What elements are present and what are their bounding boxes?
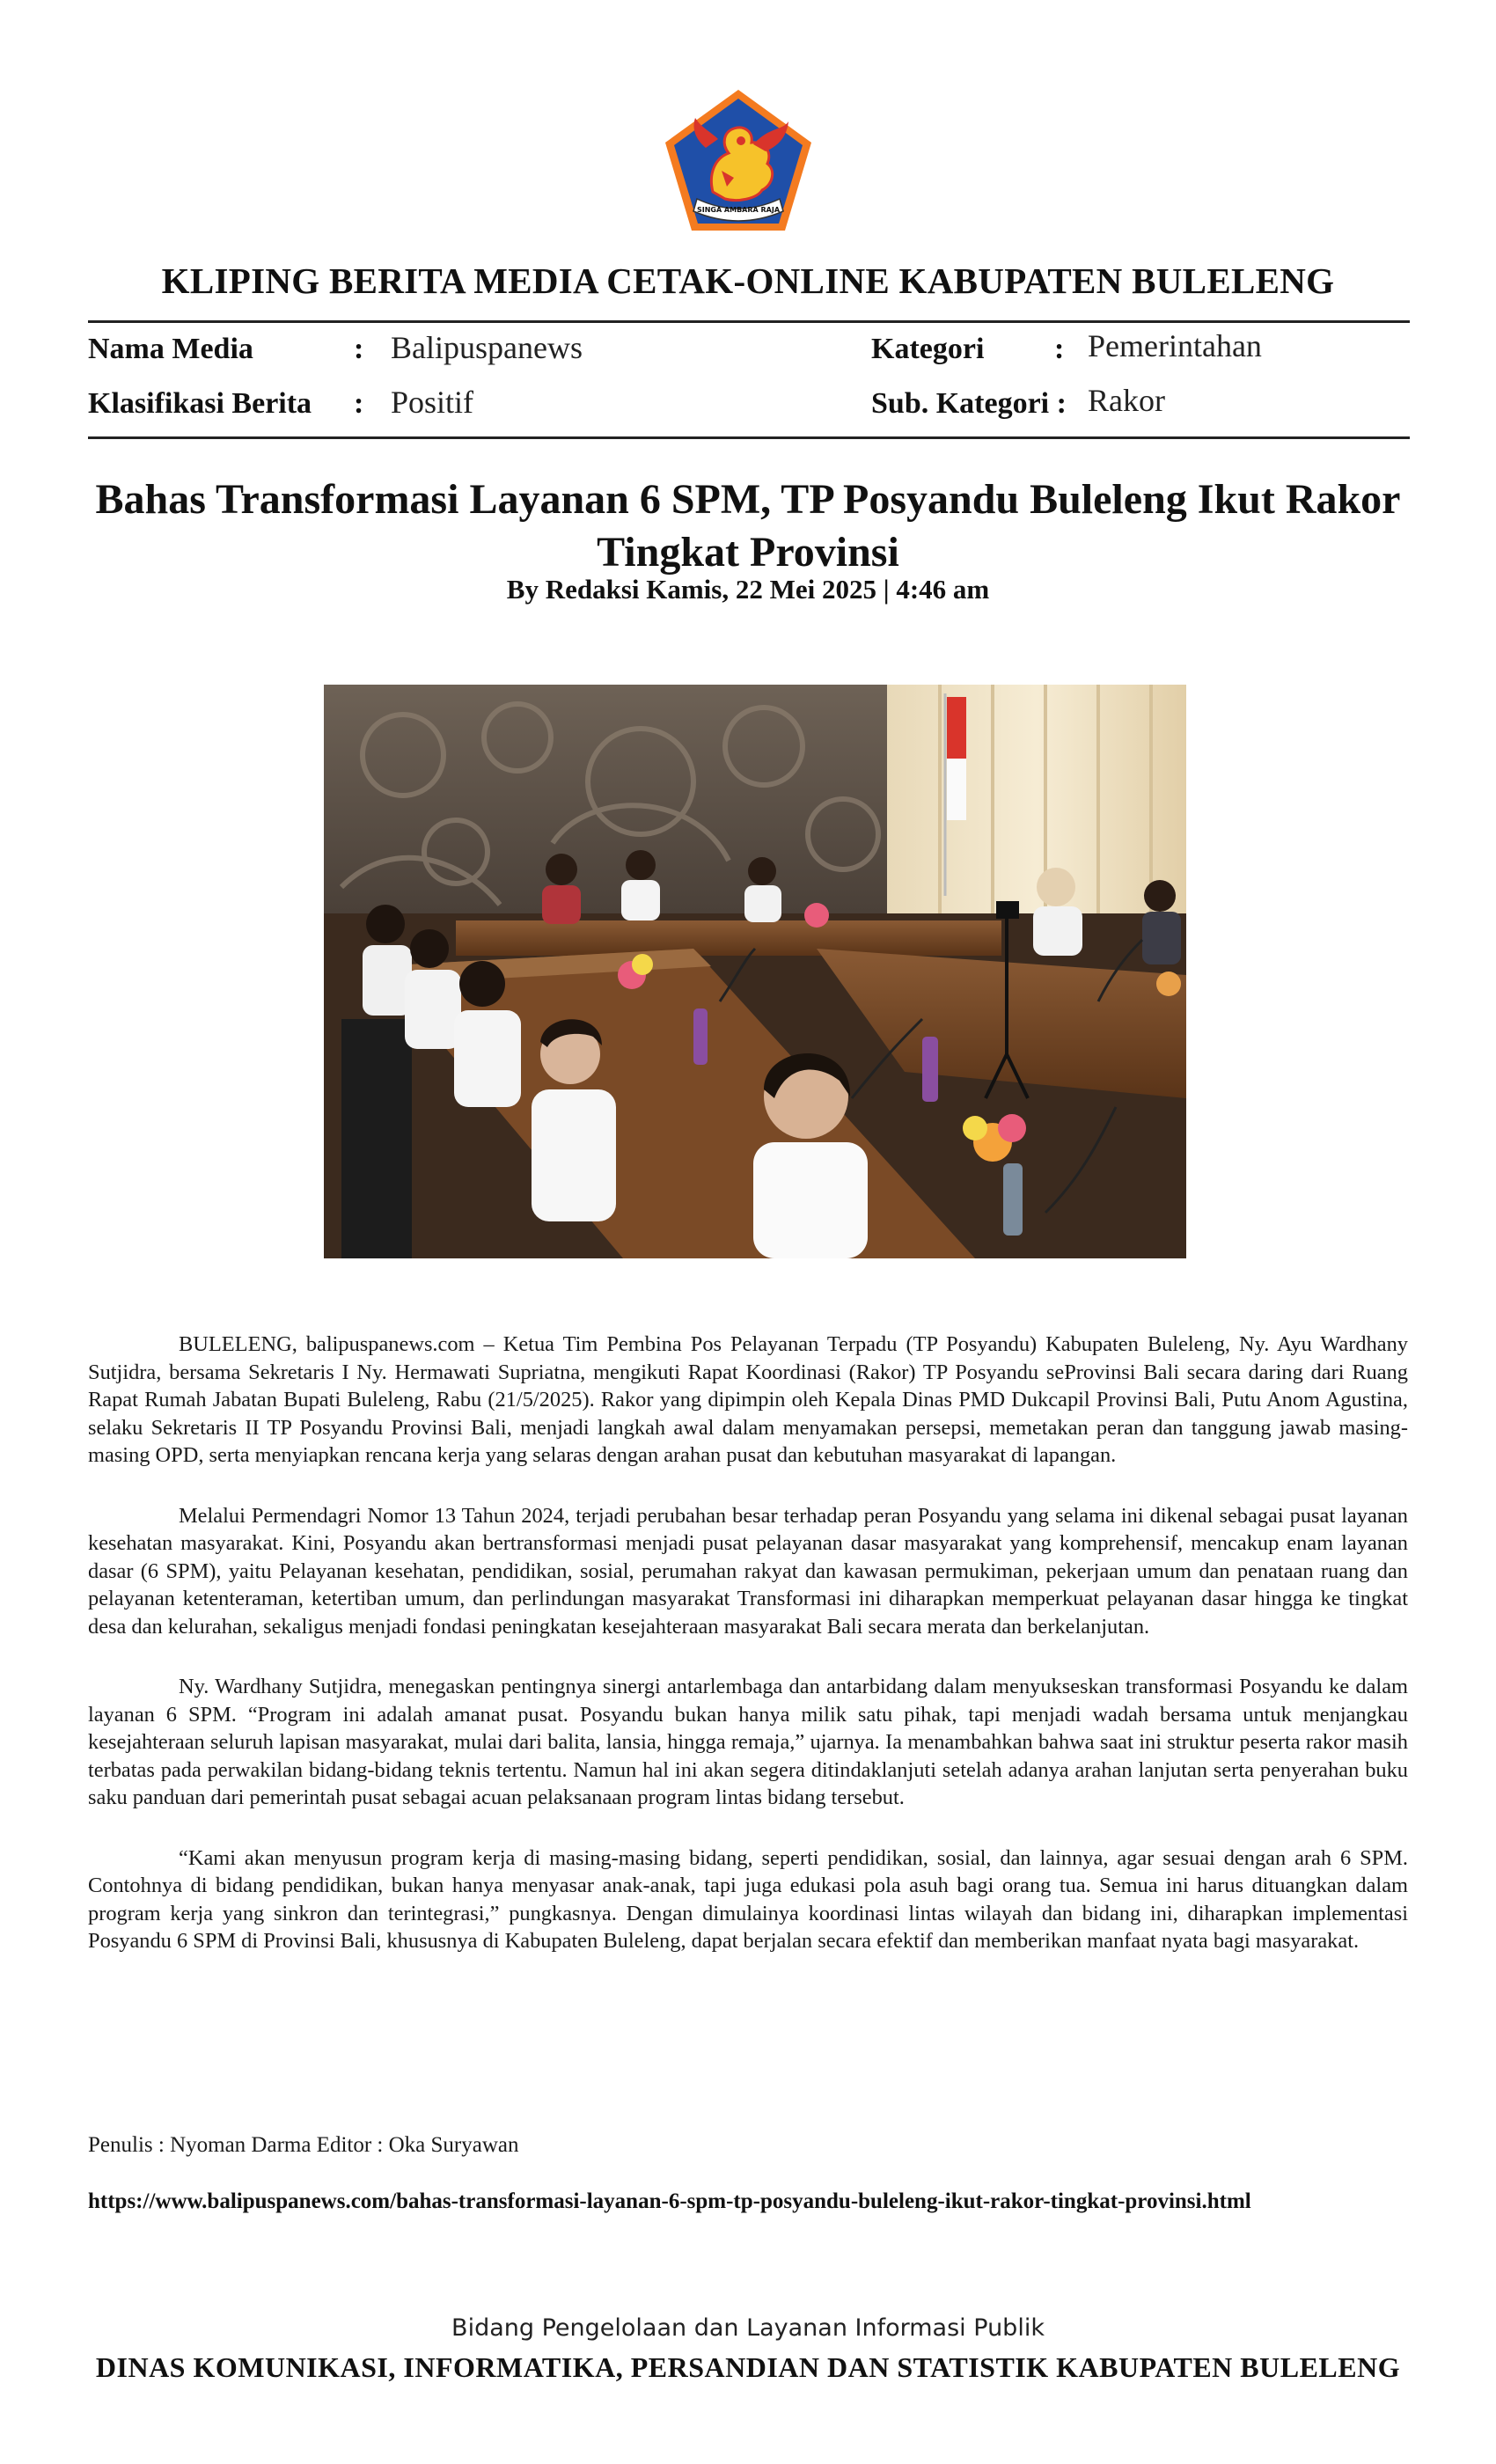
meeting-photo xyxy=(324,685,1186,1258)
header-rule-top xyxy=(88,320,1410,323)
footer-agency: DINAS KOMUNIKASI, INFORMATIKA, PERSANDIAN DAN STATISTIK KABUPATEN BULELENG xyxy=(95,2351,1401,2383)
sub-kategori-value: Rakor xyxy=(1088,383,1165,418)
klasifikasi-colon: : xyxy=(354,387,364,420)
article-byline: By Redaksi Kamis, 22 Mei 2025 | 4:46 am xyxy=(506,574,990,605)
kategori-label: Kategori xyxy=(871,333,985,365)
article-paragraph: “Kami akan menyusun program kerja di masing-masing bidang, seperti pendidikan, sosial, dan lainnya, agar sesuai dengan arah 6 SPM. Contohnya di bidang pendidikan, bukan hanya menyasar anak-anak, tapi juga edukasi pola asuh bagi orang tua. Semua ini harus dituangkan dalam program kerja yang sinkron dan terintegrasi,” pungkasnya. Dengan dimulainya koordinasi lintas wilayah dan bidang ini, diharapkan implementasi Posyandu 6 SPM di Provinsi Bali, khususnya di Kabupaten Buleleng, dapat berjalan secara efektif dan memberikan manfaat nyata bagi masyarakat. xyxy=(88,1845,1408,1953)
article-headline: Bahas Transformasi Layanan 6 SPM, TP Posyandu Buleleng Ikut Rakor Tingkat Provinsi xyxy=(95,476,1401,576)
article-body xyxy=(88,1331,1408,1988)
header-rule-bottom xyxy=(88,436,1410,439)
buleleng-regency-emblem xyxy=(660,86,817,236)
document-header-title: KLIPING BERITA MEDIA CETAK-ONLINE KABUPATEN BULELENG xyxy=(161,260,1335,301)
nama-media-colon: : xyxy=(354,333,364,365)
nama-media-value: Balipuspanews xyxy=(391,330,583,365)
kategori-colon: : xyxy=(1054,333,1065,365)
nama-media-label: Nama Media xyxy=(88,333,253,365)
logo-motto: SINGA AMBARA RAJA xyxy=(696,206,781,214)
article-paragraph: BULELENG, balipuspanews.com – Ketua Tim Pembina Pos Pelayanan Terpadu (TP Posyandu) Kabupaten Buleleng, Ny. Ayu Wardhany Sutjidra, bersama Sekretaris I Ny. Hermawati Supriatna, mengikuti Rapat Koordinasi (Rakor) TP Posyandu seProvinsi Bali secara daring dari Ruang Rapat Rumah Jabatan Bupati Buleleng, Rabu (21/5/2025). Rakor yang dipimpin oleh Kepala Dinas PMD Dukcapil Provinsi Bali, Putu Anom Agustina, selaku Sekretaris II TP Posyandu Provinsi Bali, menjadi langkah awal dalam menyamakan persepsi, memetakan peran dan tanggung jawab masing-masing OPD, serta menyiapkan rencana kerja yang selaras dengan arahan pusat dan kebutuhan masyarakat di lapangan. xyxy=(88,1332,1408,1467)
sub-kategori-label: Sub. Kategori : xyxy=(871,387,1067,420)
source-url-link[interactable]: https://www.balipuspanews.com/bahas-transformasi-layanan-6-spm-tp-posyandu-buleleng-ikut-rakor-tingkat-provinsi.html xyxy=(88,2189,1251,2213)
article-paragraph: Melalui Permendagri Nomor 13 Tahun 2024, terjadi perubahan besar terhadap peran Posyandu yang selama ini dikenal sebagai pusat layanan kesehatan masyarakat. Kini, Posyandu akan bertransformasi menjadi pusat pelayanan dasar masyarakat yang komprehensif, mencakup enam layanan dasar (6 SPM), yaitu Pelayanan kesehatan, pendidikan, sosial, perumahan rakyat dan kawasan permukiman, pekerjaan umum dan penataan ruang dan pelayanan ketenteraman, ketertiban umum, dan perlindungan masyarakat Transformasi ini diharapkan memperkuat pelayanan dasar hingga ke tingkat desa dan kelurahan, sekaligus menjadi fondasi peningkatan kesejahteraan masyarakat Bali secara merata dan berkelanjutan. xyxy=(88,1503,1408,1639)
klasifikasi-value: Positif xyxy=(391,385,474,420)
article-credits: Penulis : Nyoman Darma Editor : Oka Suryawan xyxy=(88,2133,519,2157)
klasifikasi-label: Klasifikasi Berita xyxy=(88,387,312,420)
footer-division: Bidang Pengelolaan dan Layanan Informasi Publik xyxy=(451,2314,1045,2342)
kategori-value: Pemerintahan xyxy=(1088,328,1262,363)
article-paragraph: Ny. Wardhany Sutjidra, menegaskan pentingnya sinergi antarlembaga dan antarbidang dalam menyukseskan transformasi Posyandu ke dalam layanan 6 SPM. “Program ini adalah amanat pusat. Posyandu bukan hanya milik satu pihak, tapi menjadi wadah bersama untuk menjangkau kesejahteraan seluruh lapisan masyarakat, mulai dari balita, lansia, hingga remaja,” ujarnya. Ia menambahkan bahwa saat ini struktur peserta rakor masih terbatas pada perwakilan bidang-bidang teknis tertentu. Namun hal ini akan segera ditindaklanjuti setelah adanya arahan lanjutan serta penyerahan buku saku panduan dari pemerintah pusat sebagai acuan pelaksanaan program lintas bidang tersebut. xyxy=(88,1675,1408,1809)
